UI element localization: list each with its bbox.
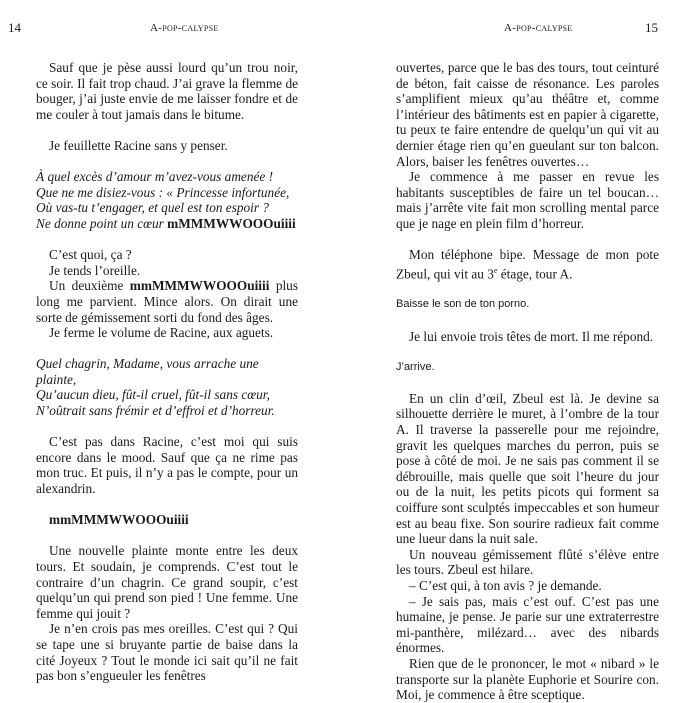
dialogue-line: – C’est qui, à ton avis ? je demande.: [409, 578, 602, 594]
verse-quote: [36, 356, 298, 418]
dialogue-line: – Je sais pas, mais c’est ouf. C’est pas une humaine, je pense. Je parie sur une extraterrestre mi-panthère, milézard… avec des nibards énormes.: [396, 593, 659, 656]
sms-message: Baisse le son de ton porno.: [396, 298, 530, 311]
verse-line: À quel excès d’amour m’avez-vous amenée !: [36, 169, 274, 185]
paragraph: Rien que de le prononcer, le mot « nibard » le transporte sur la planète Euphorie et Sourire con. Moi, je commence à être sceptique.: [396, 655, 659, 703]
paragraph: Je n’en crois pas mes oreilles. C’est qui ? Qui se tape une si bruyante partie de baise dans la cité Joyeux ? Tout le monde ici sait qu’il ne fait pas bon s’engueuler les fenêtres: [36, 621, 298, 684]
verse-line: Quel chagrin, Madame, vous arrache une plainte,: [36, 356, 259, 387]
left-page: [0, 0, 350, 684]
paragraph: Je tends l’oreille.: [49, 262, 141, 278]
page-number: 15: [645, 20, 658, 35]
paragraph: Une nouvelle plainte monte entre les deux tours. Et soudain, je comprends. C’est tout le contraire d’un chagrin. Ce grand soupir, c’est quelqu’un qui prend son pied ! Une femme. Une femme qui jouit ?: [36, 543, 298, 621]
paragraph: En un clin d’œil, Zbeul est là. Je devine sa silhouette derrière le muret, à l’ombre de la tour A. Il traverse la passerelle pour me rejoindre, gravit les quelques marches du perron, puis se pose à côté de moi. Je ne sais pas comment il se débrouille, mais quelle que soit l’heure du jour ou de la nuit, les petits picots qui forment sa coiffure sont sculptés impeccables et son humeur est au beau fixe. Son sourire radieux fait comme une lueur dans la nuit sale.: [396, 390, 659, 547]
verse-line: Que ne me disiez-vous : « Princesse infortunée,: [36, 184, 290, 200]
verse-line: N’oûtrait sans frémir et d’effroi et d’horreur.: [36, 403, 275, 419]
paragraph: Un nouveau gémissement flûté s’élève entre les tours. Zbeul est hilare.: [396, 546, 659, 578]
paragraph: Mon téléphone bipe. Message de mon pote Zbeul, qui vit au 3e étage, tour A.: [396, 247, 659, 282]
paragraph: Un deuxième mmMMMWWOOOuiiii plus long me parvient. Mince alors. On dirait une sorte de gémissement sorti du fond des âges.: [36, 278, 298, 325]
page-body: [396, 60, 659, 703]
verse-quote: [36, 169, 298, 231]
running-head: A-pop-calypse: [150, 22, 219, 34]
verse-line: Où vas-tu t’engager, et quel est ton espoir ?: [36, 200, 270, 216]
moan-text: mmMMMWWOOOuiiii: [49, 512, 189, 528]
paragraph: Je ferme le volume de Racine, aux aguets.: [49, 325, 274, 341]
page-body: [36, 60, 298, 684]
paragraph: C’est quoi, ça ?: [49, 247, 132, 263]
page-number: 14: [8, 20, 21, 35]
paragraph: Je commence à me passer en revue les habitants susceptibles de faire un tel boucan… mais j’arrête vite fait mon scrolling mental parce que je nage en plein film d’horreur.: [396, 169, 659, 231]
paragraph: Je feuillette Racine sans y penser.: [49, 137, 228, 153]
paragraph: Sauf que je pèse aussi lourd qu’un trou noir, ce soir. Il fait trop chaud. J’ai grave la flemme de bouger, j’ai juste envie de me laisser fondre et de me couler à tout jamais dans le bitume.: [36, 60, 298, 122]
verse-line: Qu’aucun dieu, fût-il cruel, fût-il sans cœur,: [36, 387, 270, 403]
paragraph: C’est pas dans Racine, c’est moi qui suis encore dans le mood. Sauf que ça ne rime pas mon truc. Et puis, il n’y a pas le compte, pour un alexandrin.: [36, 434, 298, 497]
sms-message: J’arrive.: [396, 360, 435, 373]
paragraph: ouvertes, parce que le bas des tours, tout ceinturé de béton, fait caisse de résonance. Les paroles s’amplifient mieux qu’au théâtre et, comme l’intérieur des bâtiments est en papier à cigarette, tu peux te faire entendre de quelqu’un qui vit au dernier étage rien qu’en gueulant sur ton balcon. Alors, baiser les fenêtres ouvertes…: [396, 60, 659, 169]
paragraph: Je lui envoie trois têtes de mort. Il me répond.: [409, 328, 654, 344]
running-head: A-pop-calypse: [504, 22, 573, 34]
right-page: [350, 0, 700, 703]
verse-line: Ne donne point un cœur mMMMWWOOOuiiii: [36, 215, 296, 231]
